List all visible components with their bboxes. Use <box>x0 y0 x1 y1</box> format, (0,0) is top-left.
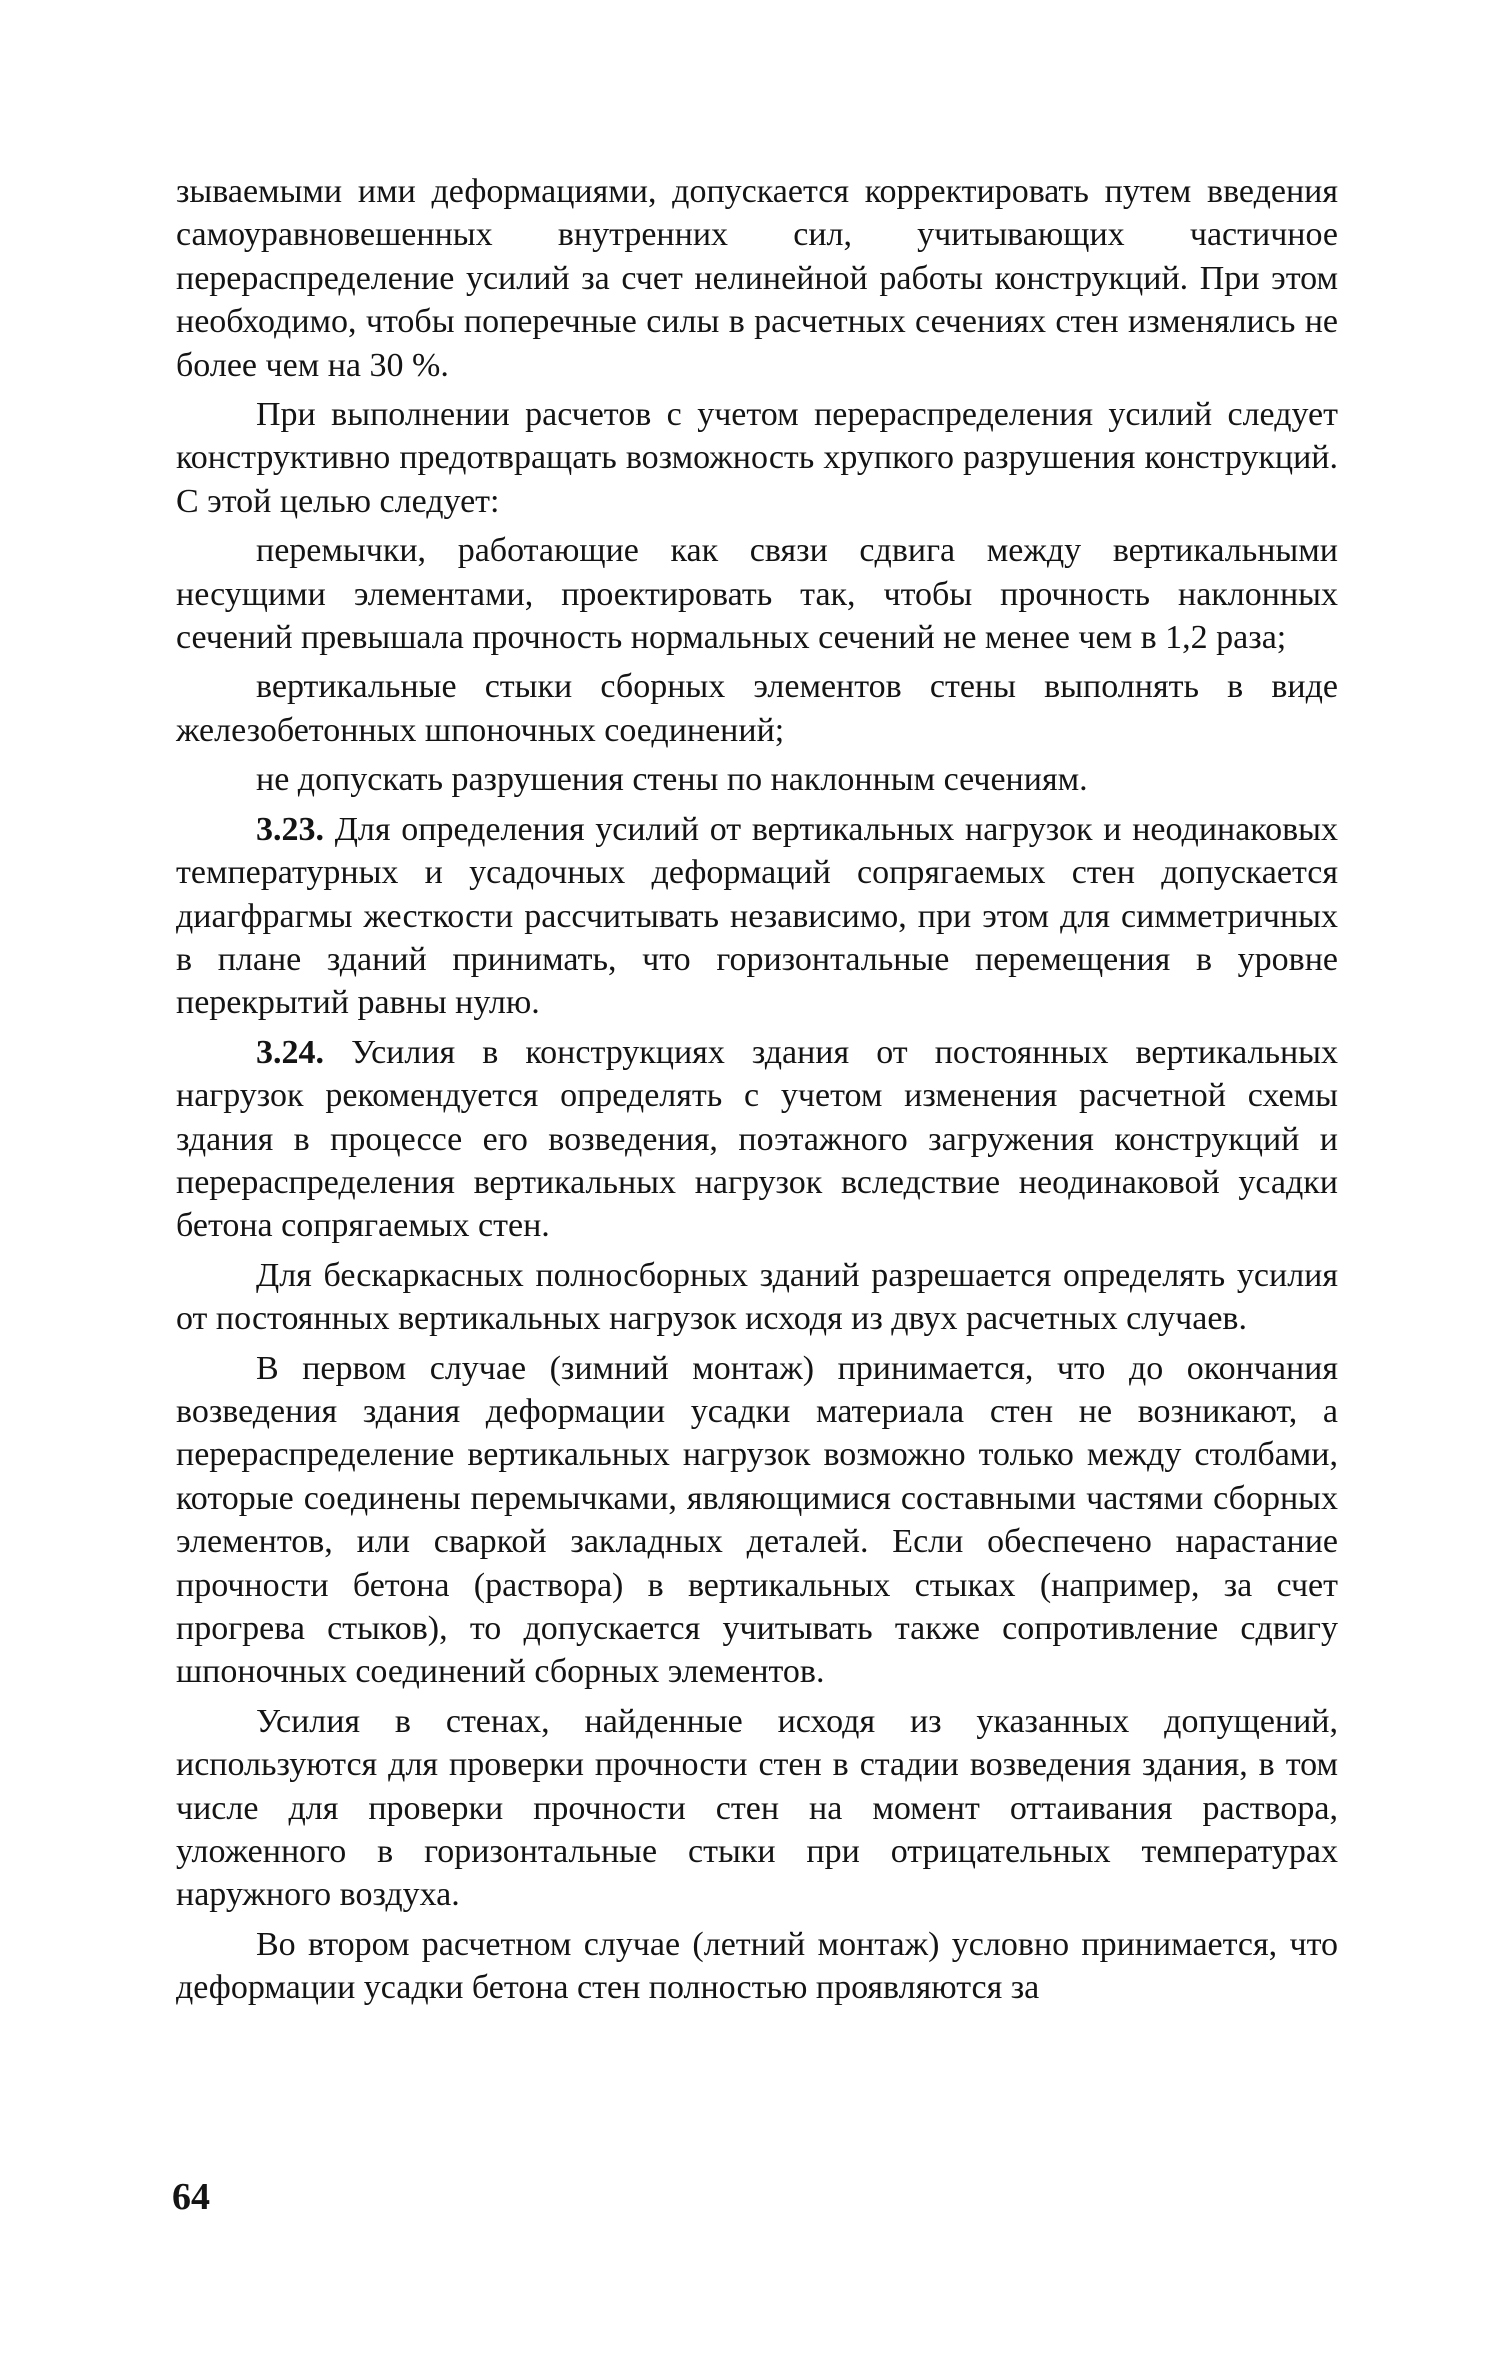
section-number: 3.23. <box>256 810 324 848</box>
paragraph-second-case: Во втором расчетном случае (летний монтаж) условно принимается, что деформации усадки бетона стен полностью проявляются за <box>176 1925 1338 2007</box>
page-number: 64 <box>172 2176 210 2218</box>
body-text <box>176 170 1338 2016</box>
list-item-no-failure: не допускать разрушения стены по наклонным сечениям. <box>256 761 1088 799</box>
section-3-24 <box>176 1031 1338 1248</box>
section-text: Для определения усилий от вертикальных нагрузок и неодинаковых температурных и усадочных деформаций сопрягаемых стен допускается диагфрагмы жесткости рассчитывать независимо, при этом для симметричных в плане зданий принимать, что горизонтальные перемещения в уровне перекрытий равны нулю. <box>176 810 1338 1022</box>
paragraph-redistribution: При выполнении расчетов с учетом перераспределения усилий следует конструктивно предотвращать возможность хрупкого разрушения конструкций. С этой целью следует: <box>176 396 1338 520</box>
paragraph-first-case: В первом случае (зимний монтаж) принимается, что до окончания возведения здания деформации усадки материала стен не возникают, а перераспределение вертикальных нагрузок возможно только между столбами, которые соединены перемычками, являющимися составными частями сборных элементов, или сваркой закладных деталей. Если обеспечено нарастание прочности бетона (раствора) в вертикальных стыках (например, за счет прогрева стыков), то допускается учитывать также сопротивление сдвигу шпоночных соединений сборных элементов. <box>176 1349 1338 1691</box>
paragraph-continuation: зываемыми ими деформациями, допускается корректировать путем введения самоуравновешенных внутренних сил, учитывающих частичное перераспределение усилий за счет нелинейной работы конструкций. При этом необходимо, чтобы поперечные силы в расчетных сечениях стен изменялись не более чем на 30 %. <box>176 173 1338 384</box>
list-item-vertical-joints: вертикальные стыки сборных элементов стены выполнять в виде железобетонных шпоночных соединений; <box>176 668 1338 749</box>
section-3-23 <box>176 808 1338 1025</box>
paragraph-frameless-buildings: Для бескаркасных полносборных зданий разрешается определять усилия от постоянных вертикальных нагрузок исходя из двух расчетных случаев. <box>176 1256 1338 1338</box>
paragraph-forces-in-walls: Усилия в стенах, найденные исходя из указанных допущений, используются для проверки прочности стен в стадии возведения здания, в том числе для проверки прочности стен на момент оттаивания раствора, уложенного в горизонтальные стыки при отрицательных температурах наружного воздуха. <box>176 1702 1338 1914</box>
section-number: 3.24. <box>256 1033 324 1071</box>
list-item-lintels: перемычки, работающие как связи сдвига между вертикальными несущими элементами, проектировать так, чтобы прочность наклонных сечений превышала прочность нормальных сечений не менее чем в 1,2 раза; <box>176 532 1338 657</box>
section-text: Усилия в конструкциях здания от постоянных вертикальных нагрузок рекомендуется определять с учетом изменения расчетной схемы здания в процессе его возведения, поэтажного загружения конструкций и перераспределения вертикальных нагрузок вследствие неодинаковой усадки бетона сопрягаемых стен. <box>176 1033 1338 1245</box>
